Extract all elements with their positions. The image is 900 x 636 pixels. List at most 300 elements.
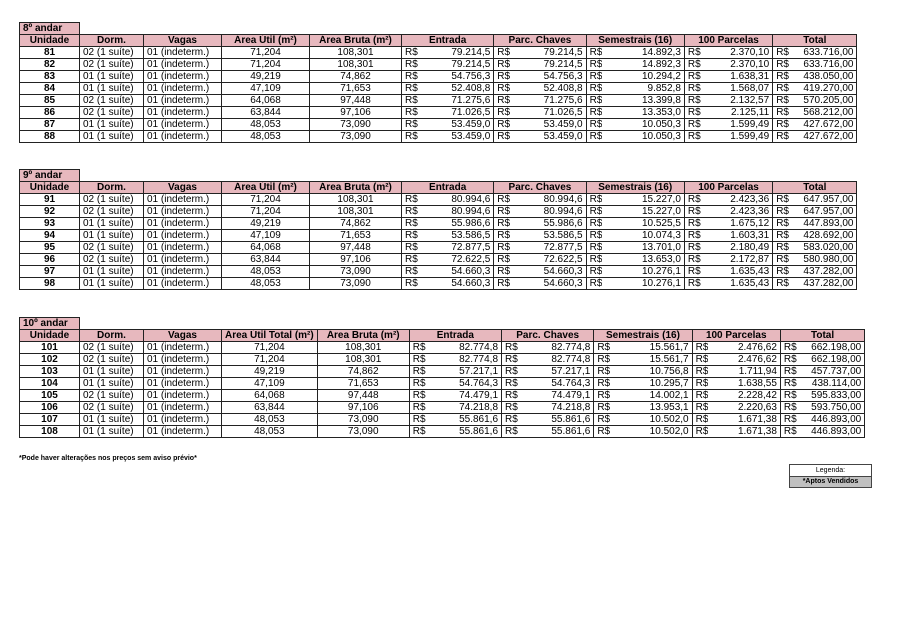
dorm-cell: 01 (1 suíte)	[80, 131, 144, 143]
parc-chaves-cell: 54.764,3	[518, 378, 594, 390]
currency-label: R$	[409, 414, 425, 426]
table-row	[20, 254, 857, 266]
entrada-cell: 74.479,1	[426, 390, 502, 402]
parc-chaves-cell: 53.459,0	[510, 119, 586, 131]
entrada-cell: 55.861,6	[426, 426, 502, 438]
entrada-cell: 79.214,5	[418, 47, 494, 59]
dorm-cell: 02 (1 suíte)	[80, 402, 144, 414]
currency-label: R$	[780, 390, 796, 402]
table-row	[20, 218, 857, 230]
unit-number: 108	[20, 426, 80, 438]
currency-label: R$	[684, 47, 700, 59]
currency-label: R$	[773, 47, 789, 59]
table-row	[20, 426, 865, 438]
currency-label: R$	[773, 119, 789, 131]
area-util-cell: 47,109	[222, 230, 310, 242]
currency-label: R$	[402, 83, 418, 95]
currency-label: R$	[773, 218, 789, 230]
table-row	[20, 266, 857, 278]
floor-title: 10º andar	[20, 318, 80, 330]
semestrais-cell: 13.701,0	[602, 242, 684, 254]
column-header: Área Bruta (m²)	[317, 330, 409, 342]
parc-chaves-cell: 71.026,5	[510, 107, 586, 119]
parc-chaves-cell: 54.660,3	[510, 278, 586, 290]
parcelas-cell: 2.370,10	[701, 59, 773, 71]
currency-label: R$	[692, 390, 708, 402]
semestrais-cell: 9.852,8	[602, 83, 684, 95]
unit-number: 93	[20, 218, 80, 230]
semestrais-cell: 13.653,0	[602, 254, 684, 266]
area-util-cell: 48,053	[222, 278, 310, 290]
vagas-cell: 01 (indeterm.)	[144, 242, 222, 254]
currency-label: R$	[692, 366, 708, 378]
total-cell: 427.672,00	[789, 131, 857, 143]
semestrais-cell: 10.502,0	[610, 414, 692, 426]
area-util-cell: 71,204	[222, 47, 310, 59]
table-row	[20, 378, 865, 390]
area-util-cell: 48,053	[222, 266, 310, 278]
area-bruta-cell: 97,106	[317, 402, 409, 414]
currency-label: R$	[402, 278, 418, 290]
currency-label: R$	[409, 402, 425, 414]
area-util-cell: 49,219	[222, 71, 310, 83]
currency-label: R$	[586, 266, 602, 278]
currency-label: R$	[494, 59, 510, 71]
parc-chaves-cell: 54.660,3	[510, 266, 586, 278]
table-row	[20, 278, 857, 290]
entrada-cell: 54.660,3	[418, 266, 494, 278]
currency-label: R$	[773, 266, 789, 278]
currency-label: R$	[494, 242, 510, 254]
currency-label: R$	[594, 366, 610, 378]
currency-label: R$	[494, 131, 510, 143]
currency-label: R$	[780, 402, 796, 414]
currency-label: R$	[773, 59, 789, 71]
parcelas-cell: 1.638,55	[708, 378, 780, 390]
table-row	[20, 47, 857, 59]
area-bruta-cell: 71,653	[310, 230, 402, 242]
dorm-cell: 01 (1 suíte)	[80, 278, 144, 290]
parc-chaves-cell: 52.408,8	[510, 83, 586, 95]
entrada-cell: 54.660,3	[418, 278, 494, 290]
vagas-cell: 01 (indeterm.)	[144, 206, 222, 218]
parc-chaves-cell: 74.479,1	[518, 390, 594, 402]
entrada-cell: 82.774,8	[426, 354, 502, 366]
currency-label: R$	[684, 218, 700, 230]
parc-chaves-cell: 55.861,6	[518, 414, 594, 426]
total-cell: 419.270,00	[789, 83, 857, 95]
vagas-cell: 01 (indeterm.)	[144, 342, 222, 354]
column-header: 100 Parcelas	[692, 330, 780, 342]
currency-label: R$	[692, 354, 708, 366]
area-bruta-cell: 71,653	[317, 378, 409, 390]
area-bruta-cell: 97,448	[310, 95, 402, 107]
currency-label: R$	[594, 342, 610, 354]
currency-label: R$	[780, 378, 796, 390]
dorm-cell: 01 (1 suíte)	[80, 266, 144, 278]
currency-label: R$	[684, 131, 700, 143]
dorm-cell: 02 (1 suíte)	[80, 107, 144, 119]
entrada-cell: 82.774,8	[426, 342, 502, 354]
area-util-cell: 71,204	[222, 59, 310, 71]
semestrais-cell: 15.561,7	[610, 354, 692, 366]
total-cell: 446.893,00	[797, 426, 865, 438]
currency-label: R$	[594, 390, 610, 402]
parcelas-cell: 1.675,12	[701, 218, 773, 230]
parc-chaves-cell: 72.877,5	[510, 242, 586, 254]
area-bruta-cell: 97,106	[310, 107, 402, 119]
area-bruta-cell: 73,090	[310, 131, 402, 143]
header-row	[20, 182, 857, 194]
vagas-cell: 01 (indeterm.)	[144, 426, 222, 438]
currency-label: R$	[684, 206, 700, 218]
currency-label: R$	[692, 342, 708, 354]
currency-label: R$	[409, 342, 425, 354]
floor-table-8	[19, 22, 857, 143]
currency-label: R$	[586, 206, 602, 218]
floor-price-table	[19, 317, 865, 438]
column-header: Total	[780, 330, 864, 342]
vagas-cell: 01 (indeterm.)	[144, 390, 222, 402]
entrada-cell: 74.218,8	[426, 402, 502, 414]
total-cell: 438.050,00	[789, 71, 857, 83]
column-header: Vagas	[144, 35, 222, 47]
table-row	[20, 107, 857, 119]
column-header: Semestrais (16)	[594, 330, 692, 342]
entrada-cell: 72.622,5	[418, 254, 494, 266]
area-util-cell: 63,844	[222, 402, 318, 414]
total-cell: 437.282,00	[789, 266, 857, 278]
currency-label: R$	[692, 426, 708, 438]
dorm-cell: 02 (1 suíte)	[80, 47, 144, 59]
unit-number: 94	[20, 230, 80, 242]
semestrais-cell: 10.756,8	[610, 366, 692, 378]
unit-number: 107	[20, 414, 80, 426]
area-bruta-cell: 73,090	[310, 119, 402, 131]
currency-label: R$	[586, 278, 602, 290]
area-util-cell: 64,068	[222, 242, 310, 254]
entrada-cell: 71.026,5	[418, 107, 494, 119]
vagas-cell: 01 (indeterm.)	[144, 402, 222, 414]
floor-table-10	[19, 317, 865, 438]
price-change-note: *Pode haver alterações nos preços sem aviso prévio*	[19, 455, 197, 462]
area-bruta-cell: 108,301	[310, 47, 402, 59]
total-cell: 595.833,00	[797, 390, 865, 402]
dorm-cell: 01 (1 suíte)	[80, 414, 144, 426]
column-header: Área Útil (m²)	[222, 35, 310, 47]
area-util-cell: 63,844	[222, 107, 310, 119]
vagas-cell: 01 (indeterm.)	[144, 194, 222, 206]
parcelas-cell: 1.711,94	[708, 366, 780, 378]
currency-label: R$	[494, 95, 510, 107]
area-util-cell: 71,204	[222, 342, 318, 354]
parc-chaves-cell: 82.774,8	[518, 354, 594, 366]
currency-label: R$	[692, 378, 708, 390]
area-bruta-cell: 108,301	[317, 354, 409, 366]
parcelas-cell: 2.228,42	[708, 390, 780, 402]
table-row	[20, 342, 865, 354]
column-header: Área Bruta (m²)	[310, 182, 402, 194]
dorm-cell: 01 (1 suíte)	[80, 366, 144, 378]
column-header: Total	[773, 182, 857, 194]
dorm-cell: 02 (1 suíte)	[80, 342, 144, 354]
total-cell: 438.114,00	[797, 378, 865, 390]
parc-chaves-cell: 72.622,5	[510, 254, 586, 266]
currency-label: R$	[684, 59, 700, 71]
semestrais-cell: 10.074,3	[602, 230, 684, 242]
area-bruta-cell: 108,301	[310, 59, 402, 71]
total-cell: 568.212,00	[789, 107, 857, 119]
currency-label: R$	[586, 131, 602, 143]
currency-label: R$	[773, 107, 789, 119]
currency-label: R$	[773, 254, 789, 266]
vagas-cell: 01 (indeterm.)	[144, 131, 222, 143]
area-util-cell: 64,068	[222, 95, 310, 107]
unit-number: 81	[20, 47, 80, 59]
currency-label: R$	[684, 107, 700, 119]
vagas-cell: 01 (indeterm.)	[144, 83, 222, 95]
entrada-cell: 79.214,5	[418, 59, 494, 71]
currency-label: R$	[594, 354, 610, 366]
semestrais-cell: 10.295,7	[610, 378, 692, 390]
currency-label: R$	[773, 242, 789, 254]
currency-label: R$	[494, 206, 510, 218]
currency-label: R$	[402, 131, 418, 143]
parcelas-cell: 1.671,38	[708, 426, 780, 438]
unit-number: 104	[20, 378, 80, 390]
parcelas-cell: 1.671,38	[708, 414, 780, 426]
semestrais-cell: 15.227,0	[602, 194, 684, 206]
parc-chaves-cell: 74.218,8	[518, 402, 594, 414]
parcelas-cell: 2.423,36	[701, 206, 773, 218]
currency-label: R$	[586, 95, 602, 107]
unit-number: 87	[20, 119, 80, 131]
total-cell: 633.716,00	[789, 47, 857, 59]
currency-label: R$	[494, 47, 510, 59]
dorm-cell: 02 (1 suíte)	[80, 59, 144, 71]
currency-label: R$	[684, 83, 700, 95]
area-util-cell: 47,109	[222, 378, 318, 390]
area-util-cell: 49,219	[222, 366, 318, 378]
currency-label: R$	[409, 366, 425, 378]
column-header: Vagas	[144, 182, 222, 194]
parcelas-cell: 2.423,36	[701, 194, 773, 206]
parcelas-cell: 1.568,07	[701, 83, 773, 95]
currency-label: R$	[692, 402, 708, 414]
column-header: 100 Parcelas	[684, 182, 772, 194]
parcelas-cell: 1.603,31	[701, 230, 773, 242]
parcelas-cell: 1.638,31	[701, 71, 773, 83]
currency-label: R$	[780, 414, 796, 426]
dorm-cell: 02 (1 suíte)	[80, 254, 144, 266]
total-cell: 633.716,00	[789, 59, 857, 71]
currency-label: R$	[684, 71, 700, 83]
semestrais-cell: 10.050,3	[602, 119, 684, 131]
parcelas-cell: 2.476,62	[708, 354, 780, 366]
unit-number: 105	[20, 390, 80, 402]
column-header: Dorm.	[80, 330, 144, 342]
currency-label: R$	[684, 95, 700, 107]
dorm-cell: 02 (1 suíte)	[80, 194, 144, 206]
area-bruta-cell: 97,448	[317, 390, 409, 402]
currency-label: R$	[586, 254, 602, 266]
currency-label: R$	[773, 95, 789, 107]
vagas-cell: 01 (indeterm.)	[144, 59, 222, 71]
unit-number: 106	[20, 402, 80, 414]
dorm-cell: 01 (1 suíte)	[80, 230, 144, 242]
currency-label: R$	[684, 278, 700, 290]
semestrais-cell: 13.353,0	[602, 107, 684, 119]
currency-label: R$	[502, 390, 518, 402]
entrada-cell: 55.861,6	[426, 414, 502, 426]
vagas-cell: 01 (indeterm.)	[144, 414, 222, 426]
entrada-cell: 53.459,0	[418, 119, 494, 131]
currency-label: R$	[594, 402, 610, 414]
column-header: Unidade	[20, 35, 80, 47]
currency-label: R$	[402, 59, 418, 71]
total-cell: 593.750,00	[797, 402, 865, 414]
dorm-cell: 01 (1 suíte)	[80, 378, 144, 390]
total-cell: 580.980,00	[789, 254, 857, 266]
legend-box	[789, 464, 872, 488]
parc-chaves-cell: 82.774,8	[518, 342, 594, 354]
area-bruta-cell: 71,653	[310, 83, 402, 95]
column-header: Total	[773, 35, 857, 47]
area-bruta-cell: 73,090	[310, 278, 402, 290]
area-bruta-cell: 74,862	[317, 366, 409, 378]
currency-label: R$	[594, 414, 610, 426]
table-row	[20, 366, 865, 378]
currency-label: R$	[780, 366, 796, 378]
area-util-cell: 47,109	[222, 83, 310, 95]
currency-label: R$	[594, 378, 610, 390]
table-row	[20, 354, 865, 366]
dorm-cell: 02 (1 suíte)	[80, 390, 144, 402]
unit-number: 85	[20, 95, 80, 107]
parcelas-cell: 1.635,43	[701, 278, 773, 290]
currency-label: R$	[409, 354, 425, 366]
semestrais-cell: 10.525,5	[602, 218, 684, 230]
currency-label: R$	[586, 119, 602, 131]
parcelas-cell: 1.599,49	[701, 131, 773, 143]
parc-chaves-cell: 53.586,5	[510, 230, 586, 242]
currency-label: R$	[409, 426, 425, 438]
parcelas-cell: 2.476,62	[708, 342, 780, 354]
currency-label: R$	[586, 218, 602, 230]
table-row	[20, 230, 857, 242]
currency-label: R$	[494, 71, 510, 83]
vagas-cell: 01 (indeterm.)	[144, 47, 222, 59]
dorm-cell: 02 (1 suíte)	[80, 206, 144, 218]
semestrais-cell: 15.561,7	[610, 342, 692, 354]
legend-sold-item: *Aptos Vendidos	[789, 476, 872, 488]
semestrais-cell: 10.294,2	[602, 71, 684, 83]
currency-label: R$	[494, 107, 510, 119]
column-header: Semestrais (16)	[586, 35, 684, 47]
column-header: Unidade	[20, 330, 80, 342]
currency-label: R$	[773, 278, 789, 290]
currency-label: R$	[502, 426, 518, 438]
currency-label: R$	[684, 266, 700, 278]
parc-chaves-cell: 79.214,5	[510, 59, 586, 71]
currency-label: R$	[594, 426, 610, 438]
unit-number: 103	[20, 366, 80, 378]
currency-label: R$	[402, 242, 418, 254]
currency-label: R$	[586, 194, 602, 206]
column-header: Área Bruta (m²)	[310, 35, 402, 47]
vagas-cell: 01 (indeterm.)	[144, 119, 222, 131]
dorm-cell: 02 (1 suíte)	[80, 242, 144, 254]
table-row	[20, 390, 865, 402]
currency-label: R$	[402, 47, 418, 59]
floor-table-9	[19, 169, 857, 290]
table-row	[20, 71, 857, 83]
currency-label: R$	[409, 378, 425, 390]
currency-label: R$	[402, 218, 418, 230]
vagas-cell: 01 (indeterm.)	[144, 366, 222, 378]
entrada-cell: 80.994,6	[418, 206, 494, 218]
floor-price-table	[19, 169, 857, 290]
currency-label: R$	[494, 119, 510, 131]
area-bruta-cell: 73,090	[317, 426, 409, 438]
unit-number: 96	[20, 254, 80, 266]
entrada-cell: 53.459,0	[418, 131, 494, 143]
area-bruta-cell: 73,090	[317, 414, 409, 426]
total-cell: 662.198,00	[797, 342, 865, 354]
semestrais-cell: 14.892,3	[602, 47, 684, 59]
unit-number: 88	[20, 131, 80, 143]
header-row	[20, 35, 857, 47]
table-row	[20, 119, 857, 131]
column-header: Parc. Chaves	[494, 35, 586, 47]
total-cell: 457.737,00	[797, 366, 865, 378]
area-bruta-cell: 73,090	[310, 266, 402, 278]
entrada-cell: 71.275,6	[418, 95, 494, 107]
table-row	[20, 242, 857, 254]
semestrais-cell: 15.227,0	[602, 206, 684, 218]
total-cell: 583.020,00	[789, 242, 857, 254]
currency-label: R$	[502, 378, 518, 390]
column-header: Semestrais (16)	[586, 182, 684, 194]
vagas-cell: 01 (indeterm.)	[144, 230, 222, 242]
table-row	[20, 206, 857, 218]
dorm-cell: 02 (1 suíte)	[80, 95, 144, 107]
currency-label: R$	[494, 254, 510, 266]
parcelas-cell: 2.180,49	[701, 242, 773, 254]
parc-chaves-cell: 79.214,5	[510, 47, 586, 59]
entrada-cell: 57.217,1	[426, 366, 502, 378]
total-cell: 427.672,00	[789, 119, 857, 131]
parc-chaves-cell: 53.459,0	[510, 131, 586, 143]
table-row	[20, 59, 857, 71]
total-cell: 437.282,00	[789, 278, 857, 290]
vagas-cell: 01 (indeterm.)	[144, 107, 222, 119]
currency-label: R$	[402, 194, 418, 206]
vagas-cell: 01 (indeterm.)	[144, 354, 222, 366]
total-cell: 647.957,00	[789, 194, 857, 206]
parc-chaves-cell: 80.994,6	[510, 194, 586, 206]
currency-label: R$	[402, 95, 418, 107]
vagas-cell: 01 (indeterm.)	[144, 378, 222, 390]
currency-label: R$	[684, 242, 700, 254]
parc-chaves-cell: 55.986,6	[510, 218, 586, 230]
currency-label: R$	[402, 254, 418, 266]
parc-chaves-cell: 80.994,6	[510, 206, 586, 218]
currency-label: R$	[402, 206, 418, 218]
currency-label: R$	[402, 230, 418, 242]
column-header: 100 Parcelas	[684, 35, 772, 47]
dorm-cell: 01 (1 suíte)	[80, 119, 144, 131]
